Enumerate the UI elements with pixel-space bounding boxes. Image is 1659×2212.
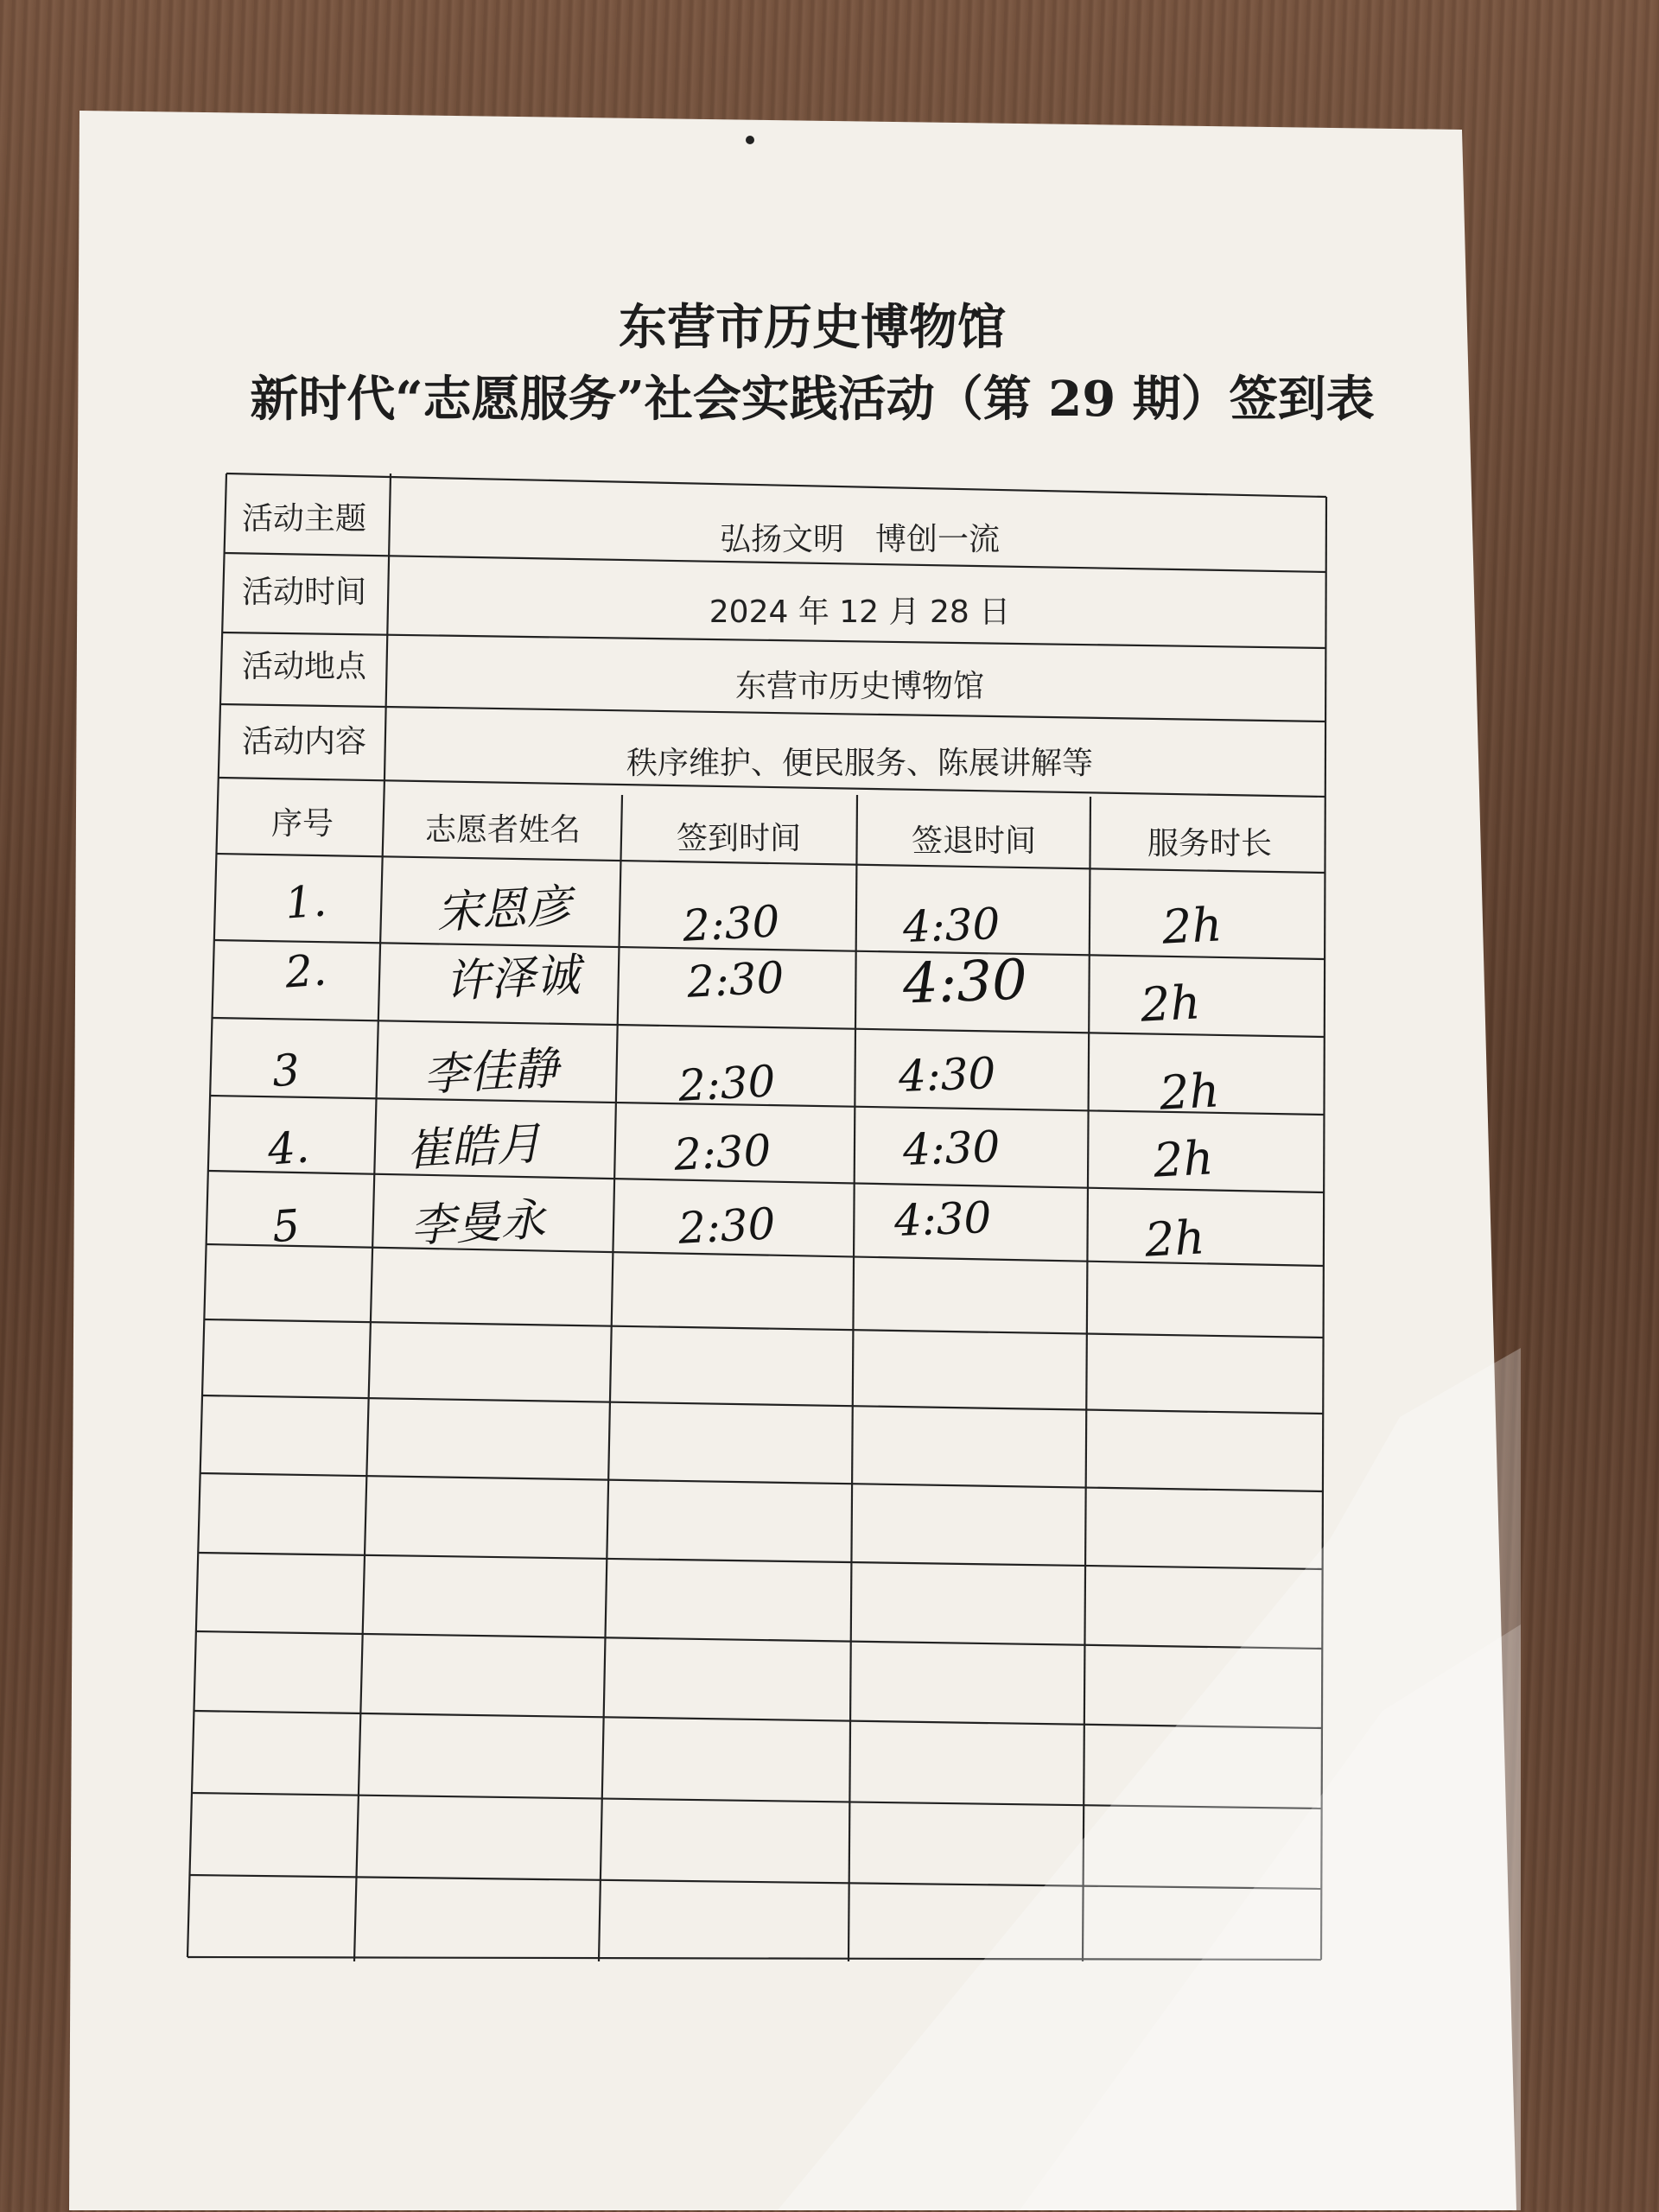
sign-out-time: 4:30 xyxy=(902,899,1001,952)
sign-in-time: 2:30 xyxy=(681,896,781,951)
service-hours: 2h xyxy=(1160,897,1224,955)
info-label: 活动主题 xyxy=(242,501,367,537)
info-label: 活动时间 xyxy=(242,575,367,610)
sign-in-time: 2:30 xyxy=(677,1056,777,1111)
sign-out-time: 4:30 xyxy=(893,1192,993,1246)
sign-in-time: 2:30 xyxy=(685,952,785,1007)
column-header: 志愿者姓名 xyxy=(424,812,582,848)
info-value: 秩序维护、便民服务、陈展讲解等 xyxy=(626,746,1094,781)
info-label: 活动内容 xyxy=(242,724,367,760)
row-number: 3 xyxy=(270,1044,302,1097)
page-subtitle: 新时代“志愿服务”社会实践活动（第 29 期）签到表 xyxy=(250,371,1375,428)
volunteer-name-signature: 李曼永 xyxy=(409,1193,547,1254)
column-header: 序号 xyxy=(270,806,334,842)
info-value: 2024 年 12 月 28 日 xyxy=(709,594,1011,630)
info-value: 东营市历史博物馆 xyxy=(734,669,985,704)
column-header: 签退时间 xyxy=(911,823,1037,859)
column-header: 服务时长 xyxy=(1147,826,1273,861)
service-hours: 2h xyxy=(1158,1063,1221,1121)
info-label: 活动地点 xyxy=(242,649,367,684)
volunteer-name-signature: 许泽诚 xyxy=(443,949,582,1009)
service-hours: 2h xyxy=(1152,1130,1215,1188)
page-title: 东营市历史博物馆 xyxy=(619,299,1006,356)
volunteer-name-signature: 崔皓月 xyxy=(404,1117,543,1178)
row-number: 5 xyxy=(270,1199,302,1253)
volunteer-name-signature: 宋恩彦 xyxy=(435,880,573,940)
sign-in-time: 2:30 xyxy=(672,1125,772,1180)
row-number: 1. xyxy=(283,875,328,929)
sign-out-time: 4:30 xyxy=(898,1048,997,1102)
service-hours: 2h xyxy=(1139,975,1202,1033)
volunteer-name-signature: 李佳静 xyxy=(422,1042,560,1103)
service-hours: 2h xyxy=(1143,1210,1206,1268)
pinhole-mark xyxy=(746,136,754,144)
column-header: 签到时间 xyxy=(676,821,802,856)
sign-in-time: 2:30 xyxy=(677,1198,777,1254)
info-value: 弘扬文明 博创一流 xyxy=(719,522,1001,557)
sign-out-time: 4:30 xyxy=(902,1122,1001,1175)
sign-out-time: 4:30 xyxy=(901,948,1028,1017)
row-number: 2. xyxy=(283,944,328,998)
row-number: 4. xyxy=(266,1122,311,1175)
